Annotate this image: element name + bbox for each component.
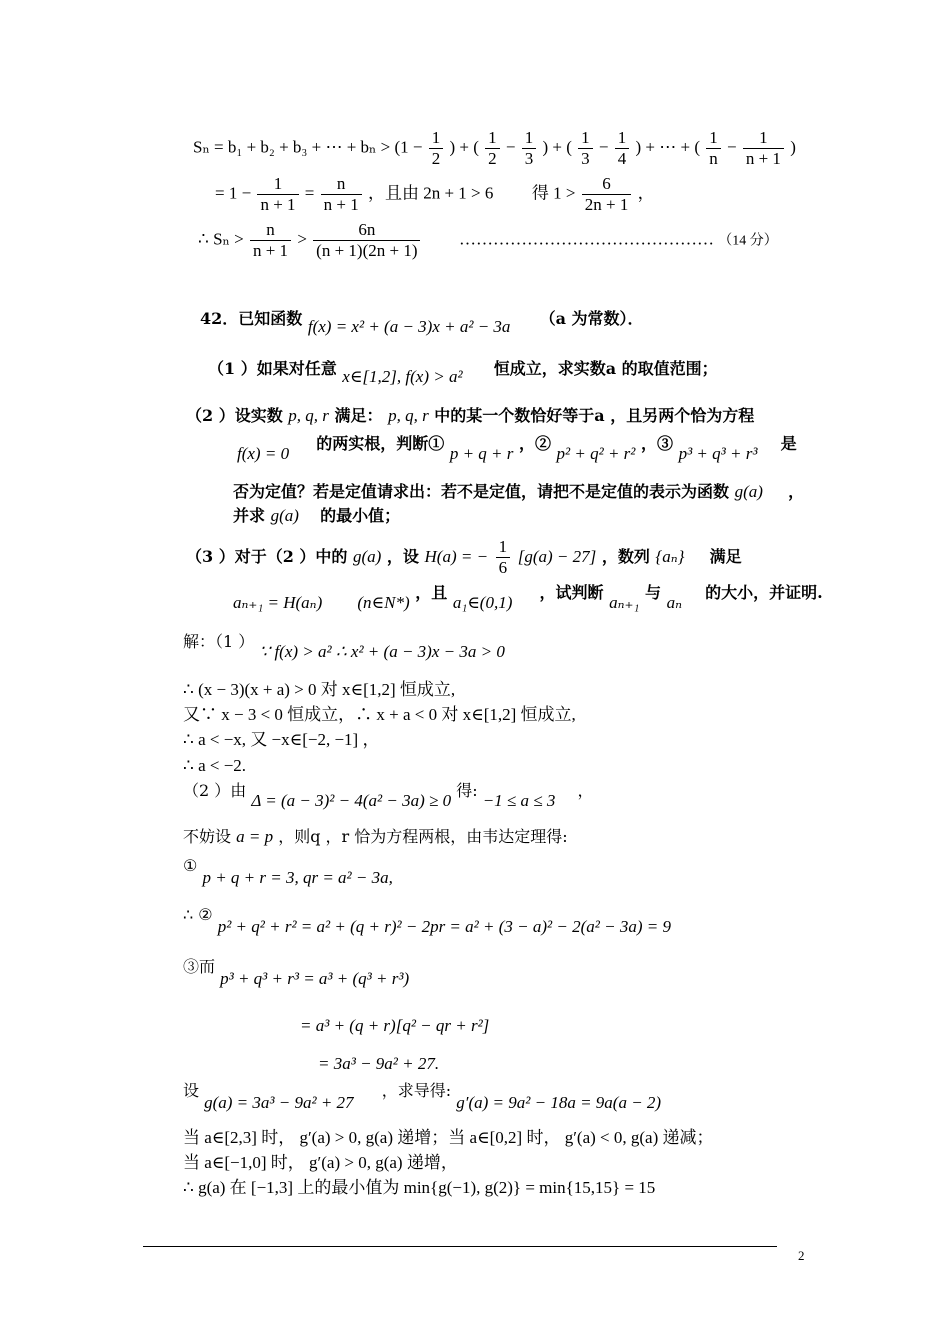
part-3-line-2: aₙ₊₁ = H(aₙ) (n∈N*) ，且 a₁∈(0,1) ，试判断 aₙ₊₁ 与 aₙ 的大小，并证明. [233,583,823,612]
solution-line-15: 当 a∈[−1,0] 时， g′(a) > 0, g(a) 递增， [183,1153,458,1172]
score-label: （14 分） [718,233,778,249]
fraction: $\frac{n}{n + 1}$ [250,220,291,261]
sum-line-1: Sₙ = b₁ + b₂ + b₃ + ⋯ + bₙ > (1 − $\frac{1}{2}$ ) + ( $\frac{1}{2}$ − $\frac{1}{3}$ ) + ( $\frac{1}{3}$ − $\frac{1}{4}$ ) + ⋯ + ( $\frac{1}{n}$ − $\frac{1}{n + 1}$ ) [193,128,796,168]
part-2-line-3: 否为定值？若是定值请求出：若不是定值，请把不是定值的表示为函数 g(a) ， [233,482,805,501]
fraction: $\frac{1}{n}$ [706,128,721,169]
fraction: $\frac{1}{4}$ [615,128,630,169]
solution-line-9: ∴ ② p² + q² + r² = a² + (q + r)² − 2pr = a² + (3 − a)² − 2(a² − 3a) = 9 [183,905,671,936]
fraction: $\frac{1}{6}$ [496,537,511,578]
part-2-line-2: f(x) = 0 的两实根，判断① p + q + r ，② p² + q² + r² ，③ p³ + q³ + r³ 是 [237,434,797,463]
solution-line-13: 设 g(a) = 3a³ − 9a² + 27 ，求导得: g′(a) = 9a² − 18a = 9a(a − 2) [183,1081,662,1112]
question-42-head: 42．已知函数 f(x) = x² + (a − 3)x + a² − 3a （a 为常数）． [200,309,644,336]
solution-line-5: ∴ a < −2. [183,756,247,775]
fraction: $\frac{n}{n + 1}$ [321,174,362,215]
fraction: $\frac{1}{n + 1}$ [743,128,784,169]
part-1: （1 ）如果对任意 x∈[1,2], f(x) > a² 恒成立，求实数a 的取值范围； [208,359,718,386]
function-def: f(x) = x² + (a − 3)x + a² − 3a [307,317,511,336]
fraction: $\frac{1}{3}$ [578,128,593,169]
solution-line-7: 不妨设 a = p ，则q ，r 恰为方程两根，由韦达定理得: [183,827,568,846]
sum-line-3: ∴ Sₙ > $\frac{n}{n + 1}$ > $\frac{6n}{(n + 1)(2n + 1)}$ ……………………………………… （14 分） [198,220,778,260]
solution-line-6: （2 ）由 Δ = (a − 3)² − 4(a² − 3a) ≥ 0 得: −1 ≤ a ≤ 3 ， [183,781,594,810]
solution-line-10: ③而 p³ + q³ + r³ = a³ + (q³ + r³) [183,957,410,988]
fraction: $\frac{6}{2n + 1}$ [582,174,632,215]
part-2-line-4: 并求 g(a) 的最小值； [233,506,401,525]
leader-dots: ……………………………………… [458,229,714,249]
part-3-line-1: （3 ）对于（2 ）中的 g(a) ，设 H(a) = − $\frac{1}{6}$ [g(a) − 27] ，数列 {aₙ} 满足 [186,537,742,577]
page-number: 2 [798,1248,805,1263]
fraction: $\frac{1}{2}$ [485,128,500,169]
fraction: $\frac{6n}{(n + 1)(2n + 1)}$ [313,220,420,261]
solution-line-8: ① p + q + r = 3, qr = a² − 3a, [183,856,393,887]
solution-line-11: = a³ + (q + r)[q² − qr + r²] [300,1016,490,1035]
solution-line-4: ∴ a < −x, 又 −x∈[−2, −1] ， [183,730,380,749]
solution-line-14: 当 a∈[2,3] 时， g′(a) > 0, g(a) 递增；当 a∈[0,2] 时， g′(a) < 0, g(a) 递减； [183,1128,714,1147]
sum-line-2: = 1 − $\frac{1}{n + 1}$ = $\frac{n}{n + 1}$ ，且由 2n + 1 > 6 得 1 > $\frac{6}{2n + 1}$ ， [215,174,655,214]
solution-line-3: 又∵ x − 3 < 0 恒成立，∴ x + a < 0 对 x∈[1,2] 恒成立, [183,705,576,724]
solution-line-12: = 3a³ − 9a² + 27. [318,1054,440,1073]
solution-line-16: ∴ g(a) 在 [−1,3] 上的最小值为 min{g(−1), g(2)} = min{15,15} = 15 [183,1178,656,1197]
fraction: $\frac{1}{3}$ [522,128,537,169]
solution-line-1: 解：（1 ） ∵ f(x) > a² ∴ x² + (a − 3)x − 3a > 0 [183,632,505,661]
part-2-line-1: （2 ）设实数 p, q, r 满足： p, q, r 中的某一个数恰好等于a ，且另两个恰为方程 [186,406,755,425]
fraction: $\frac{1}{n + 1}$ [257,174,298,215]
solution-line-2: ∴ (x − 3)(x + a) > 0 对 x∈[1,2] 恒成立, [183,680,456,699]
footer-rule [143,1246,777,1247]
fraction: $\frac{1}{2}$ [429,128,444,169]
sum-lhs: Sₙ = b₁ + b₂ + b₃ + ⋯ + bₙ > (1 − [193,137,423,157]
